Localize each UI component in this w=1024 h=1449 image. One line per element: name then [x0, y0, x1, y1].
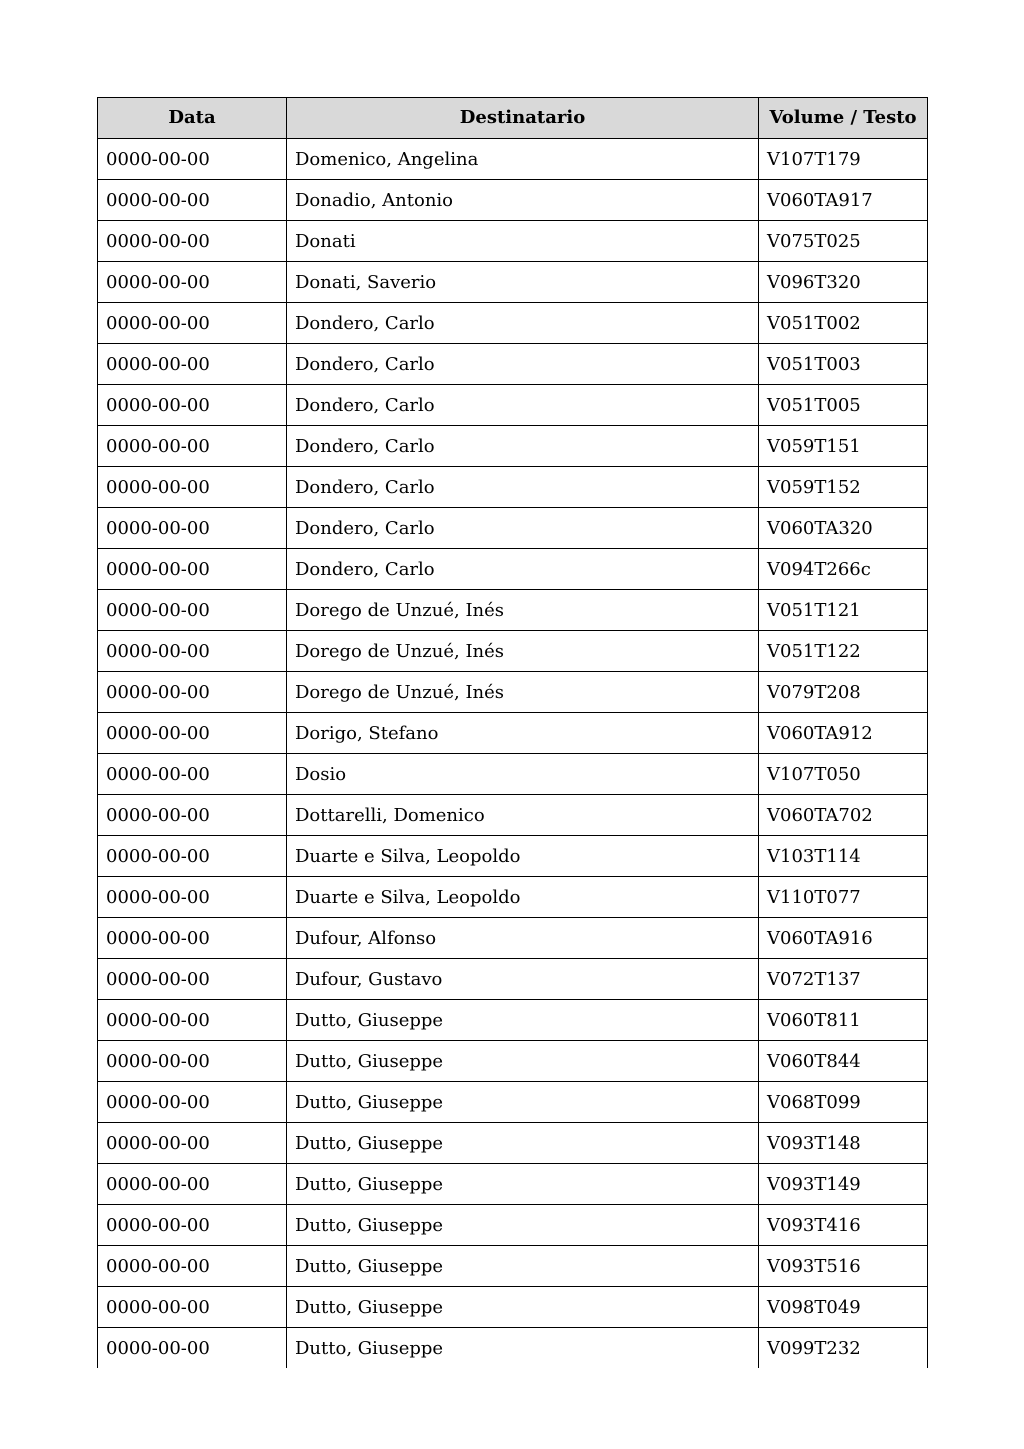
table-row	[98, 385, 928, 426]
cell-recipient: Dutto, Giuseppe	[287, 1123, 759, 1164]
cell-volume: V060T844	[759, 1041, 928, 1082]
table-row	[98, 549, 928, 590]
cell-volume: V051T121	[759, 590, 928, 631]
table-row	[98, 139, 928, 180]
table-row	[98, 1205, 928, 1246]
table-row	[98, 1123, 928, 1164]
cell-volume: V099T232	[759, 1328, 928, 1369]
cell-volume: V103T114	[759, 836, 928, 877]
cell-volume: V094T266c	[759, 549, 928, 590]
cell-date: 0000-00-00	[98, 590, 287, 631]
cell-date: 0000-00-00	[98, 754, 287, 795]
table-row	[98, 877, 928, 918]
table-row	[98, 262, 928, 303]
cell-date: 0000-00-00	[98, 1328, 287, 1369]
letters-table	[97, 97, 928, 1368]
header-row	[98, 98, 928, 139]
cell-recipient: Domenico, Angelina	[287, 139, 759, 180]
cell-date: 0000-00-00	[98, 262, 287, 303]
table-row	[98, 180, 928, 221]
cell-date: 0000-00-00	[98, 1205, 287, 1246]
table-row	[98, 836, 928, 877]
cell-recipient: Dutto, Giuseppe	[287, 1328, 759, 1369]
cell-date: 0000-00-00	[98, 631, 287, 672]
cell-date: 0000-00-00	[98, 303, 287, 344]
table-row	[98, 1082, 928, 1123]
table-row	[98, 1041, 928, 1082]
cell-date: 0000-00-00	[98, 1287, 287, 1328]
cell-recipient: Dutto, Giuseppe	[287, 1205, 759, 1246]
cell-date: 0000-00-00	[98, 1000, 287, 1041]
cell-volume: V072T137	[759, 959, 928, 1000]
table-row	[98, 672, 928, 713]
table-row	[98, 1328, 928, 1369]
cell-date: 0000-00-00	[98, 426, 287, 467]
cell-date: 0000-00-00	[98, 1082, 287, 1123]
cell-volume: V096T320	[759, 262, 928, 303]
cell-volume: V093T149	[759, 1164, 928, 1205]
cell-date: 0000-00-00	[98, 180, 287, 221]
table-header	[98, 98, 928, 139]
cell-date: 0000-00-00	[98, 713, 287, 754]
cell-recipient: Dutto, Giuseppe	[287, 1041, 759, 1082]
cell-date: 0000-00-00	[98, 385, 287, 426]
table-row	[98, 713, 928, 754]
cell-recipient: Dondero, Carlo	[287, 344, 759, 385]
cell-recipient: Dorego de Unzué, Inés	[287, 590, 759, 631]
table-body	[98, 139, 928, 1369]
table-row	[98, 221, 928, 262]
table-row	[98, 303, 928, 344]
cell-recipient: Dorego de Unzué, Inés	[287, 631, 759, 672]
column-header-volume: Volume / Testo	[759, 98, 928, 139]
cell-date: 0000-00-00	[98, 221, 287, 262]
cell-date: 0000-00-00	[98, 1123, 287, 1164]
cell-recipient: Dondero, Carlo	[287, 303, 759, 344]
cell-recipient: Dondero, Carlo	[287, 549, 759, 590]
cell-recipient: Dutto, Giuseppe	[287, 1000, 759, 1041]
cell-volume: V060TA320	[759, 508, 928, 549]
cell-recipient: Dufour, Gustavo	[287, 959, 759, 1000]
cell-date: 0000-00-00	[98, 877, 287, 918]
cell-recipient: Dutto, Giuseppe	[287, 1082, 759, 1123]
cell-volume: V060TA916	[759, 918, 928, 959]
cell-volume: V051T122	[759, 631, 928, 672]
table-row	[98, 467, 928, 508]
cell-date: 0000-00-00	[98, 795, 287, 836]
cell-recipient: Dutto, Giuseppe	[287, 1287, 759, 1328]
cell-volume: V093T416	[759, 1205, 928, 1246]
cell-volume: V060TA917	[759, 180, 928, 221]
cell-recipient: Dorigo, Stefano	[287, 713, 759, 754]
cell-volume: V098T049	[759, 1287, 928, 1328]
cell-volume: V107T050	[759, 754, 928, 795]
cell-recipient: Dutto, Giuseppe	[287, 1246, 759, 1287]
cell-date: 0000-00-00	[98, 467, 287, 508]
cell-volume: V051T005	[759, 385, 928, 426]
cell-date: 0000-00-00	[98, 672, 287, 713]
table-row	[98, 1246, 928, 1287]
cell-recipient: Duarte e Silva, Leopoldo	[287, 877, 759, 918]
cell-recipient: Dottarelli, Domenico	[287, 795, 759, 836]
cell-volume: V107T179	[759, 139, 928, 180]
table-row	[98, 754, 928, 795]
cell-volume: V060T811	[759, 1000, 928, 1041]
cell-recipient: Dondero, Carlo	[287, 467, 759, 508]
cell-recipient: Dutto, Giuseppe	[287, 1164, 759, 1205]
cell-date: 0000-00-00	[98, 1164, 287, 1205]
column-header-recipient: Destinatario	[287, 98, 759, 139]
table-row	[98, 1287, 928, 1328]
cell-date: 0000-00-00	[98, 959, 287, 1000]
cell-date: 0000-00-00	[98, 549, 287, 590]
table-row	[98, 795, 928, 836]
table-row	[98, 590, 928, 631]
cell-date: 0000-00-00	[98, 1041, 287, 1082]
table-row	[98, 918, 928, 959]
cell-recipient: Dosio	[287, 754, 759, 795]
cell-recipient: Dufour, Alfonso	[287, 918, 759, 959]
column-header-date: Data	[98, 98, 287, 139]
table-row	[98, 1164, 928, 1205]
table-row	[98, 508, 928, 549]
table-row	[98, 1000, 928, 1041]
table-row	[98, 426, 928, 467]
cell-recipient: Dondero, Carlo	[287, 385, 759, 426]
cell-volume: V093T148	[759, 1123, 928, 1164]
cell-date: 0000-00-00	[98, 836, 287, 877]
cell-recipient: Dondero, Carlo	[287, 508, 759, 549]
cell-recipient: Donati	[287, 221, 759, 262]
cell-volume: V059T151	[759, 426, 928, 467]
cell-recipient: Donadio, Antonio	[287, 180, 759, 221]
cell-date: 0000-00-00	[98, 344, 287, 385]
cell-volume: V068T099	[759, 1082, 928, 1123]
cell-volume: V075T025	[759, 221, 928, 262]
cell-date: 0000-00-00	[98, 508, 287, 549]
cell-volume: V110T077	[759, 877, 928, 918]
cell-recipient: Duarte e Silva, Leopoldo	[287, 836, 759, 877]
cell-recipient: Donati, Saverio	[287, 262, 759, 303]
cell-date: 0000-00-00	[98, 918, 287, 959]
cell-date: 0000-00-00	[98, 139, 287, 180]
cell-volume: V059T152	[759, 467, 928, 508]
table-row	[98, 344, 928, 385]
cell-volume: V051T002	[759, 303, 928, 344]
cell-volume: V060TA912	[759, 713, 928, 754]
cell-volume: V051T003	[759, 344, 928, 385]
cell-recipient: Dorego de Unzué, Inés	[287, 672, 759, 713]
cell-recipient: Dondero, Carlo	[287, 426, 759, 467]
cell-volume: V079T208	[759, 672, 928, 713]
cell-volume: V060TA702	[759, 795, 928, 836]
cell-date: 0000-00-00	[98, 1246, 287, 1287]
table-row	[98, 959, 928, 1000]
cell-volume: V093T516	[759, 1246, 928, 1287]
table-row	[98, 631, 928, 672]
